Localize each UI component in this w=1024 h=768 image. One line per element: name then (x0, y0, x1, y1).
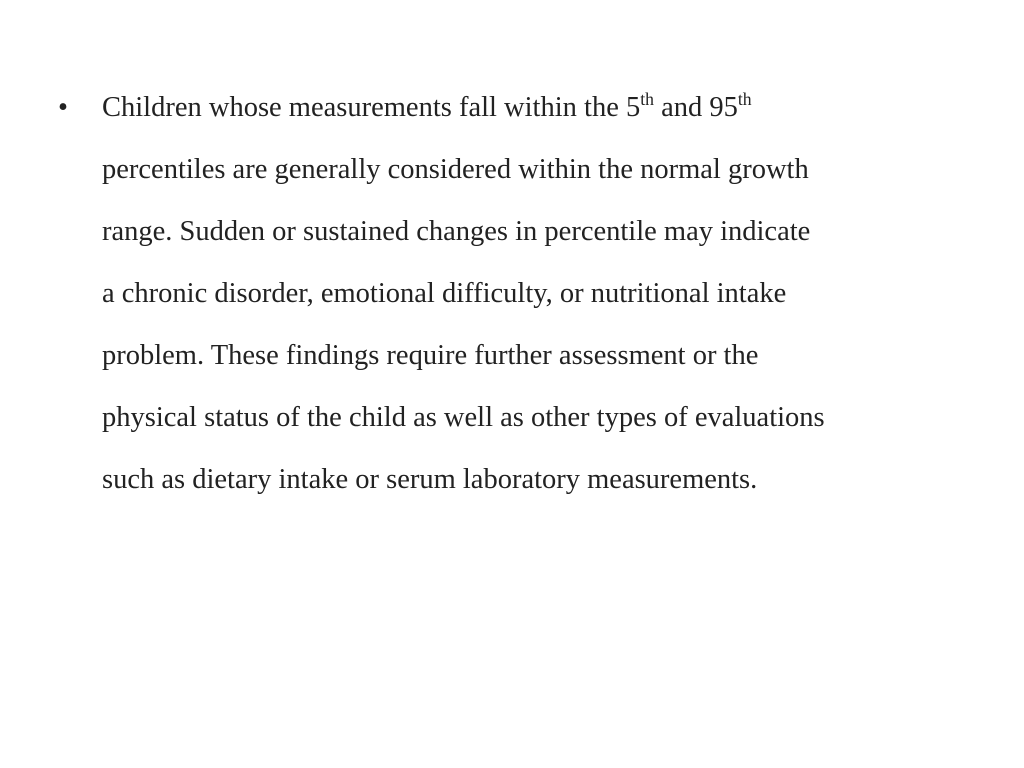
superscript-th-2: th (737, 89, 752, 110)
line-1-prefix: Children whose measurements fall within the 5 (102, 92, 641, 123)
bullet-line-6: physical status of the child as well as other types of evaluations (102, 402, 825, 433)
bullet-line-1 (102, 77, 978, 139)
bullet-line-2: percentiles are generally considered within the normal growth (102, 154, 809, 185)
bullet-line-5: problem. These findings require further assessment or the (102, 340, 759, 371)
bullet-line-7: such as dietary intake or serum laboratory measurements. (102, 464, 758, 495)
line-1-middle: and 95 (653, 92, 738, 123)
bullet-dot-icon: • (58, 92, 68, 123)
superscript-th-1: th (640, 89, 654, 110)
bullet-line-3: range. Sudden or sustained changes in percentile may indicate (102, 216, 811, 247)
bullet-list (58, 77, 978, 511)
bullet-item (58, 77, 978, 511)
bullet-line-4: a chronic disorder, emotional difficulty, or nutritional intake (102, 278, 787, 309)
